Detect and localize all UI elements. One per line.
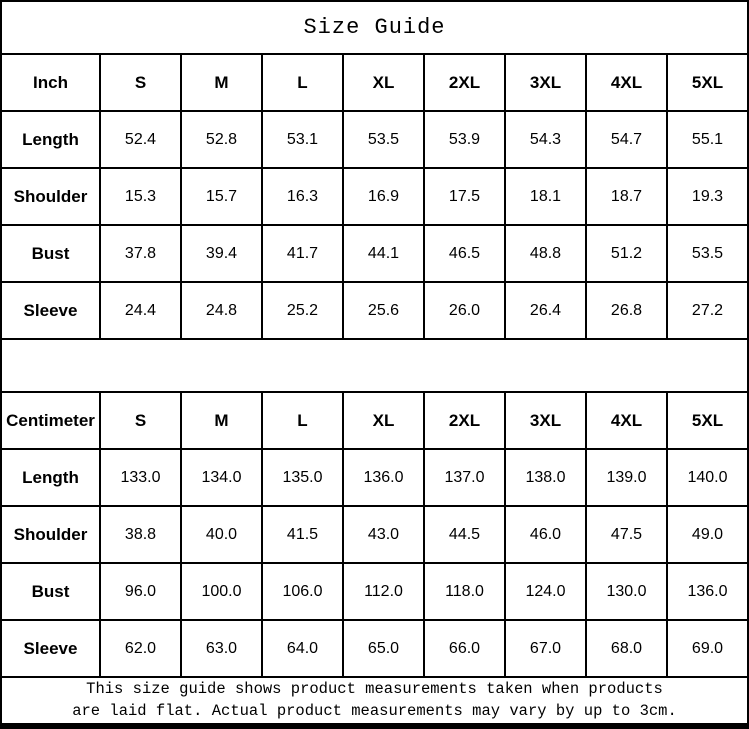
measurement-value: 55.1	[667, 111, 748, 168]
measurement-value: 16.3	[262, 168, 343, 225]
size-header-m: M	[181, 54, 262, 111]
size-header-l: L	[262, 392, 343, 449]
measurement-value: 52.8	[181, 111, 262, 168]
measurement-value: 15.7	[181, 168, 262, 225]
measurement-label: Length	[1, 449, 100, 506]
measurement-value: 135.0	[262, 449, 343, 506]
measurement-value: 18.1	[505, 168, 586, 225]
measurement-value: 49.0	[667, 506, 748, 563]
disclaimer-line-1: This size guide shows product measurements taken when products	[86, 680, 663, 698]
measurement-value: 25.6	[343, 282, 424, 339]
measurement-value: 41.7	[262, 225, 343, 282]
measurement-label: Sleeve	[1, 282, 100, 339]
disclaimer-line-2: are laid flat. Actual product measurements may vary by up to 3cm.	[72, 702, 677, 721]
measurement-value: 67.0	[505, 620, 586, 677]
measurement-value: 48.8	[505, 225, 586, 282]
measurement-value: 39.4	[181, 225, 262, 282]
measurement-value: 25.2	[262, 282, 343, 339]
measurement-value: 68.0	[586, 620, 667, 677]
measurement-value: 24.8	[181, 282, 262, 339]
measurement-value: 130.0	[586, 563, 667, 620]
centimeter-unit-label: Centimeter	[1, 392, 100, 449]
size-header-m: M	[181, 392, 262, 449]
measurement-value: 54.7	[586, 111, 667, 168]
measurement-value: 43.0	[343, 506, 424, 563]
measurement-value: 54.3	[505, 111, 586, 168]
centimeter-header-row	[1, 392, 748, 449]
measurement-value: 65.0	[343, 620, 424, 677]
size-header-s: S	[100, 54, 181, 111]
measurement-value: 134.0	[181, 449, 262, 506]
size-header-xl: XL	[343, 54, 424, 111]
measurement-value: 63.0	[181, 620, 262, 677]
measurement-label: Length	[1, 111, 100, 168]
size-header-3xl: 3XL	[505, 54, 586, 111]
measurement-value: 53.5	[667, 225, 748, 282]
table-row	[1, 282, 748, 339]
measurement-value: 140.0	[667, 449, 748, 506]
measurement-value: 24.4	[100, 282, 181, 339]
measurement-value: 124.0	[505, 563, 586, 620]
measurement-label: Sleeve	[1, 620, 100, 677]
measurement-label: Bust	[1, 563, 100, 620]
table-row	[1, 563, 748, 620]
measurement-value: 100.0	[181, 563, 262, 620]
measurement-label: Shoulder	[1, 506, 100, 563]
measurement-value: 53.1	[262, 111, 343, 168]
measurement-label: Bust	[1, 225, 100, 282]
measurement-value: 133.0	[100, 449, 181, 506]
inch-unit-label: Inch	[1, 54, 100, 111]
table-row	[1, 506, 748, 563]
table-row	[1, 449, 748, 506]
measurement-value: 139.0	[586, 449, 667, 506]
table-row	[1, 225, 748, 282]
measurement-value: 53.5	[343, 111, 424, 168]
measurement-value: 106.0	[262, 563, 343, 620]
table-spacer	[1, 339, 748, 392]
size-header-4xl: 4XL	[586, 392, 667, 449]
measurement-value: 46.0	[505, 506, 586, 563]
measurement-value: 17.5	[424, 168, 505, 225]
disclaimer-note	[1, 677, 748, 724]
table-row	[1, 620, 748, 677]
measurement-value: 41.5	[262, 506, 343, 563]
title-row	[1, 1, 748, 54]
measurement-value: 26.4	[505, 282, 586, 339]
size-header-4xl: 4XL	[586, 54, 667, 111]
measurement-label: Shoulder	[1, 168, 100, 225]
footer-row	[1, 677, 748, 724]
measurement-value: 44.1	[343, 225, 424, 282]
size-header-3xl: 3XL	[505, 392, 586, 449]
bottom-black-bar	[0, 725, 749, 729]
size-header-l: L	[262, 54, 343, 111]
size-header-s: S	[100, 392, 181, 449]
measurement-value: 26.8	[586, 282, 667, 339]
table-row	[1, 168, 748, 225]
size-header-5xl: 5XL	[667, 54, 748, 111]
measurement-value: 66.0	[424, 620, 505, 677]
measurement-value: 46.5	[424, 225, 505, 282]
inch-header-row	[1, 54, 748, 111]
page-title: Size Guide	[1, 1, 748, 54]
measurement-value: 118.0	[424, 563, 505, 620]
measurement-value: 40.0	[181, 506, 262, 563]
measurement-value: 62.0	[100, 620, 181, 677]
measurement-value: 52.4	[100, 111, 181, 168]
measurement-value: 137.0	[424, 449, 505, 506]
measurement-value: 19.3	[667, 168, 748, 225]
measurement-value: 136.0	[667, 563, 748, 620]
size-header-2xl: 2XL	[424, 392, 505, 449]
measurement-value: 69.0	[667, 620, 748, 677]
measurement-value: 53.9	[424, 111, 505, 168]
measurement-value: 136.0	[343, 449, 424, 506]
measurement-value: 26.0	[424, 282, 505, 339]
measurement-value: 112.0	[343, 563, 424, 620]
measurement-value: 51.2	[586, 225, 667, 282]
size-header-2xl: 2XL	[424, 54, 505, 111]
measurement-value: 64.0	[262, 620, 343, 677]
spacer-row	[1, 339, 748, 392]
measurement-value: 18.7	[586, 168, 667, 225]
table-row	[1, 111, 748, 168]
measurement-value: 27.2	[667, 282, 748, 339]
size-header-5xl: 5XL	[667, 392, 748, 449]
measurement-value: 15.3	[100, 168, 181, 225]
measurement-value: 96.0	[100, 563, 181, 620]
measurement-value: 138.0	[505, 449, 586, 506]
measurement-value: 44.5	[424, 506, 505, 563]
measurement-value: 38.8	[100, 506, 181, 563]
measurement-value: 16.9	[343, 168, 424, 225]
measurement-value: 37.8	[100, 225, 181, 282]
measurement-value: 47.5	[586, 506, 667, 563]
size-header-xl: XL	[343, 392, 424, 449]
